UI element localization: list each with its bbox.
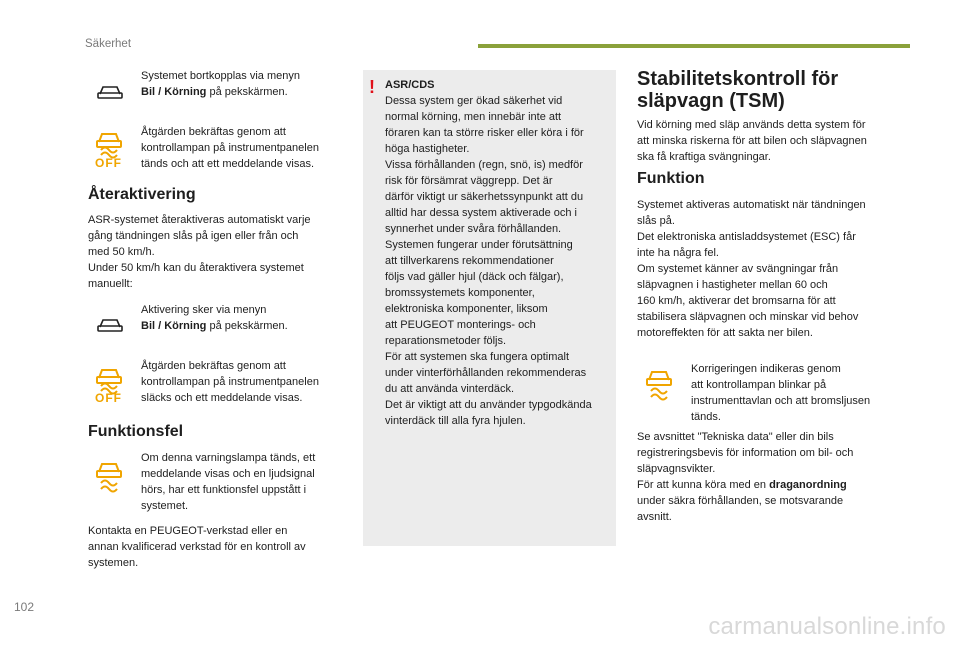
off-label-2: OFF — [95, 391, 122, 405]
function-text: Systemet aktiveras automatiskt när tändningen slås på. Det elektroniska antisladdsystemet (ESC) får inte ha några fel. Om systemet känner av svängningar från släpvagnen i hastigheter mellan 60 och 160 km/h, aktiverar det bromsarna för att stabilisera släpvagnen och minskar vid behov motoreffekten för att sakta ner bilen. — [637, 199, 866, 339]
car-menu-icon — [97, 84, 123, 100]
tsm-intro: Vid körning med släp används detta system för att minska riskerna för att bilen och släpvagnen ska få kraftiga svängningar. — [637, 119, 867, 163]
menu-instruction-1: Systemet bortkopplas via menyn Bil / Körning på pekskärmen. — [141, 70, 300, 98]
section-accent-bar — [478, 44, 910, 48]
page-title: Stabilitetskontroll för släpvagn (TSM) — [637, 68, 839, 112]
heading-fault: Funktionsfel — [88, 423, 184, 440]
page-number: 102 — [14, 600, 35, 614]
off-label-1: OFF — [95, 156, 122, 170]
section-title: Säkerhet — [85, 38, 132, 50]
trailer-stability-warning-icon — [643, 366, 675, 406]
skid-warning-icon — [93, 458, 125, 498]
contact-text: Kontakta en PEUGEOT-verkstad eller en annan kvalificerad verkstad för en kontroll av systemen. — [88, 525, 306, 569]
note-title: ASR/CDS — [385, 79, 435, 91]
confirm-text-1: Åtgärden bekräftas genom att kontrollampan på instrumentpanelen tänds och att ett meddelande visas. — [141, 126, 319, 170]
exclamation-icon: ! — [369, 77, 375, 97]
see-also-text: Se avsnittet "Tekniska data" eller din bils registreringsbevis för information om bil- och släpvagnsvikter. För att kunna köra med en draganordning under säkra förhållanden, se motsvarande avsnitt. — [637, 431, 854, 523]
note-text: ASR/CDS Dessa system ger ökad säkerhet vid normal körning, men innebär inte att föraren kan ta större risker eller köra i för höga hastigheter. Vissa förhållanden (regn, snö, is) medför risk för försämrat väggrepp. Det är därför viktigt ur säkerhetssynpunkt att du alltid har dessa system aktiverade och i synnerhet under svåra förhållanden. Systemen fungerar under förutsättning att tillverkarens rekommendationer följs vad gäller hjul (däck och fälgar), bromssystemets komponenter, elektroniska komponenter, liksom att PEUGEOT monterings- och reparationsmetoder följs. För att systemen ska fungera optimalt under vinterförhållanden rekommenderas du att använda vinterdäck. Det är viktigt att du använder typgodkända vinterdäck till alla fyra hjulen. — [385, 77, 613, 429]
correction-text: Korrigeringen indikeras genom att kontrollampan blinkar på instrumenttavlan och att bromsljusen tänds. — [691, 363, 871, 423]
heading-reactivation: Återaktivering — [88, 186, 196, 203]
heading-function: Funktion — [637, 170, 705, 187]
watermark: carmanualsonline.info — [708, 613, 946, 640]
car-menu-icon — [97, 317, 123, 333]
menu-instruction-2: Aktivering sker via menyn Bil / Körning på pekskärmen. — [141, 304, 288, 332]
fault-text: Om denna varningslampa tänds, ett meddelande visas och en ljudsignal hörs, har ett funktionsfel uppstått i systemet. — [141, 452, 316, 512]
confirm-text-2: Åtgärden bekräftas genom att kontrollampan på instrumentpanelen släcks och ett meddelande visas. — [141, 360, 319, 404]
reactivation-text: ASR-systemet återaktiveras automatiskt varje gång tändningen slås på igen eller från och med 50 km/h. Under 50 km/h kan du återaktivera systemet manuellt: — [88, 214, 311, 290]
